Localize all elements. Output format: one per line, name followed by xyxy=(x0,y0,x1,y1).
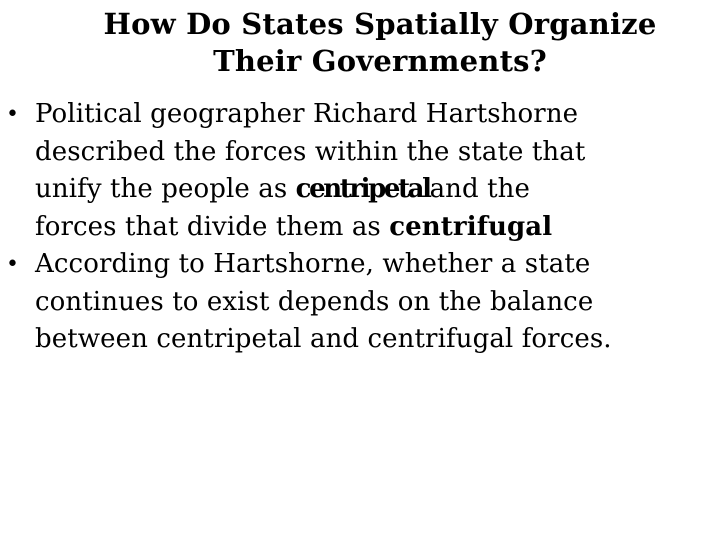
text-segment: unify the people as xyxy=(35,174,296,204)
bullet-1-line-1: Political geographer Richard Hartshorne xyxy=(35,99,579,129)
text-segment: forces that divide them as xyxy=(35,211,390,242)
slide-title xyxy=(40,6,720,80)
term-centrifugal: centrifugal xyxy=(389,211,553,242)
bullet-list xyxy=(0,96,720,359)
bullet-1-line-4 xyxy=(35,209,712,247)
bullet-marker: • xyxy=(6,102,20,127)
bullet-item-state-balance xyxy=(0,246,720,359)
bullet-2-line-1: According to Hartshorne, whether a state xyxy=(35,249,591,279)
bullet-1-line-2: described the forces within the state that xyxy=(35,136,586,167)
term-centripetal: centripetal xyxy=(295,174,430,204)
bullet-2-line-2: continues to exist depends on the balance xyxy=(35,286,594,317)
bullet-marker: • xyxy=(6,252,20,277)
bullet-2-line-3: between centripetal and centrifugal forces. xyxy=(35,324,612,354)
bullet-item-hartshorne-forces xyxy=(0,96,720,246)
title-line-2: Their Governments? xyxy=(213,44,547,78)
title-line-1: How Do States Spatially Organize xyxy=(103,7,657,41)
text-segment: and the xyxy=(429,174,530,204)
bullet-1-line-3 xyxy=(35,171,712,209)
